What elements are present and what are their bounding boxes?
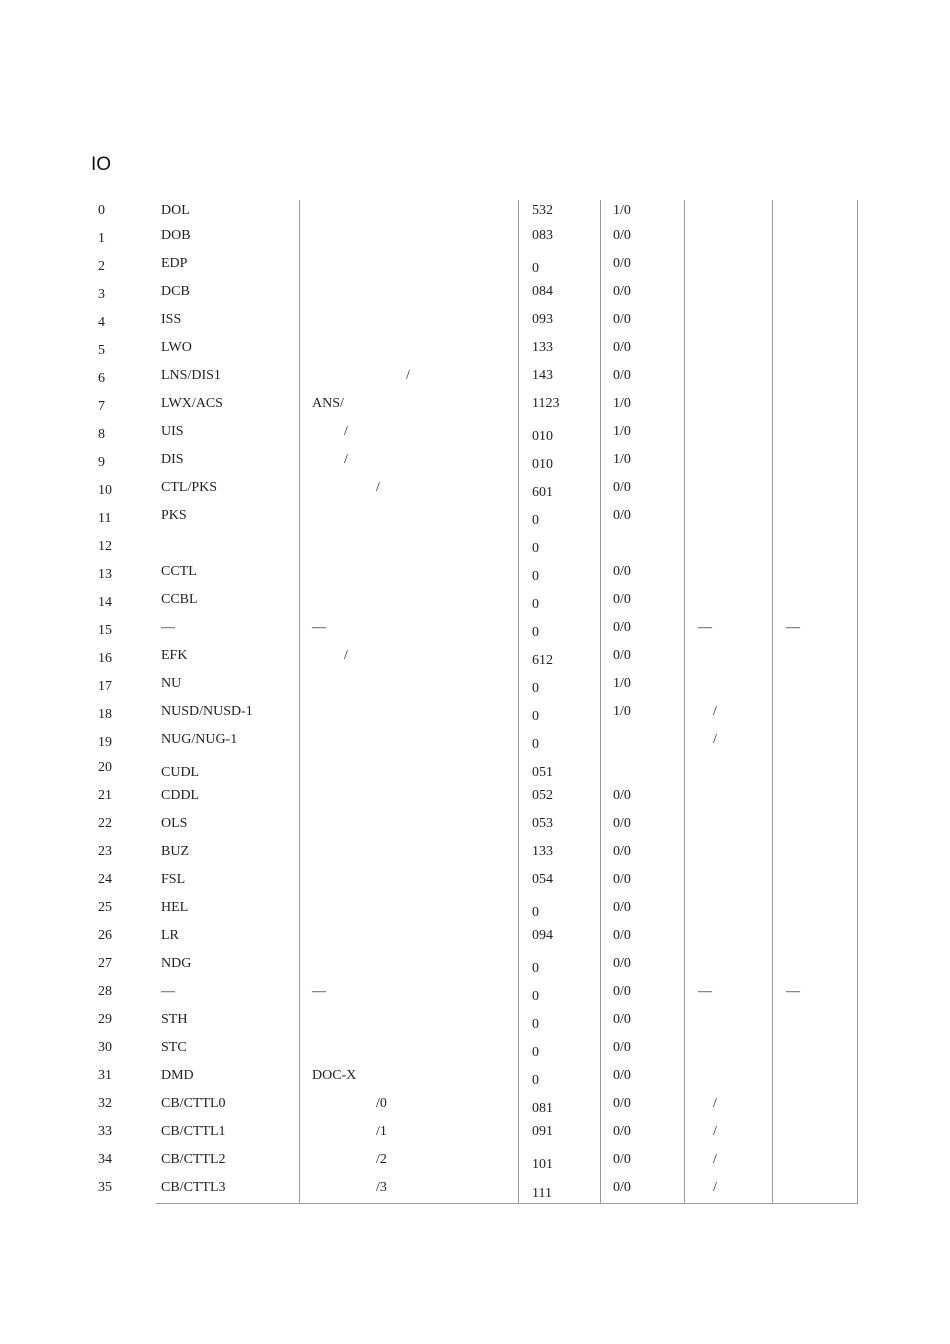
row-number: 16 (98, 651, 112, 666)
address-value: 084 (532, 284, 553, 299)
address-value: 143 (532, 368, 553, 383)
address-value: 1123 (532, 396, 560, 411)
address-value: 0 (532, 597, 539, 612)
signal-name: OLS (161, 816, 188, 831)
signal-name: DOL (161, 203, 190, 218)
signal-name: UIS (161, 424, 184, 439)
row-number: 5 (98, 343, 105, 358)
table-row (0, 367, 950, 395)
signal-description: ANS/ (312, 396, 344, 411)
signal-description: DOC-X (312, 1068, 357, 1083)
table-row (0, 815, 950, 843)
state-value: 1/0 (613, 704, 631, 719)
row-number: 3 (98, 287, 105, 302)
table-row (0, 451, 950, 479)
table-row (0, 1151, 950, 1179)
table-row (0, 1011, 950, 1039)
state-value: 0/0 (613, 368, 631, 383)
state-value: 0/0 (613, 1012, 631, 1027)
table-row (0, 647, 950, 675)
row-number: 33 (98, 1124, 112, 1139)
signal-description: / (344, 648, 348, 663)
table-row (0, 1123, 950, 1151)
address-value: 053 (532, 816, 553, 831)
signal-name: DIS (161, 452, 184, 467)
signal-description: / (376, 480, 380, 495)
table-row (0, 591, 950, 619)
address-value: 054 (532, 872, 553, 887)
address-value: 094 (532, 928, 553, 943)
address-value: 0 (532, 737, 539, 752)
state-value: 1/0 (613, 452, 631, 467)
row-number: 12 (98, 539, 112, 554)
table-row (0, 283, 950, 311)
signal-name: EFK (161, 648, 188, 663)
row-number: 30 (98, 1040, 112, 1055)
signal-name: LR (161, 928, 179, 943)
address-value: 532 (532, 203, 553, 218)
row-number: 1 (98, 231, 105, 246)
row-number: 0 (98, 203, 105, 218)
signal-name: CB/CTTL2 (161, 1152, 226, 1167)
address-value: 093 (532, 312, 553, 327)
address-value: 0 (532, 1045, 539, 1060)
signal-description: /2 (376, 1152, 387, 1167)
signal-name: STH (161, 1012, 188, 1027)
table-row (0, 507, 950, 535)
signal-name: LWX/ACS (161, 396, 223, 411)
row-number: 13 (98, 567, 112, 582)
table-row (0, 731, 950, 759)
address-value: 601 (532, 485, 553, 500)
signal-name: DOB (161, 228, 191, 243)
state-value: 0/0 (613, 312, 631, 327)
state-value: 1/0 (613, 424, 631, 439)
table-row (0, 1095, 950, 1123)
table-row (0, 899, 950, 927)
state-value: 0/0 (613, 816, 631, 831)
state-value: 1/0 (613, 396, 631, 411)
state-value: 0/0 (613, 480, 631, 495)
state-value: 0/0 (613, 284, 631, 299)
state-value: 0/0 (613, 1096, 631, 1111)
signal-name: NU (161, 676, 182, 691)
address-value: 051 (532, 765, 553, 780)
signal-description: / (344, 424, 348, 439)
address-value: 0 (532, 681, 539, 696)
row-number: 24 (98, 872, 112, 887)
signal-name: CTL/PKS (161, 480, 218, 495)
row-number: 9 (98, 455, 105, 470)
signal-name: DMD (161, 1068, 194, 1083)
address-value: 0 (532, 989, 539, 1004)
row-number: 18 (98, 707, 112, 722)
address-value: 101 (532, 1157, 553, 1172)
address-value: 0 (532, 541, 539, 556)
signal-name: PKS (161, 508, 187, 523)
signal-description: /1 (376, 1124, 387, 1139)
address-value: 052 (532, 788, 553, 803)
address-value: 010 (532, 457, 553, 472)
state-value: 0/0 (613, 228, 631, 243)
extra-column-1: / (713, 704, 717, 719)
signal-name: DCB (161, 284, 190, 299)
state-value: 0/0 (613, 1180, 631, 1195)
extra-column-1: / (713, 1124, 717, 1139)
row-number: 8 (98, 427, 105, 442)
address-value: 0 (532, 905, 539, 920)
table-row (0, 202, 950, 230)
signal-description: /3 (376, 1180, 387, 1195)
signal-name: — (161, 620, 175, 635)
table-row (0, 339, 950, 367)
signal-description: — (312, 620, 326, 635)
row-number: 10 (98, 483, 112, 498)
row-number: 19 (98, 735, 112, 750)
row-number: 11 (98, 511, 112, 526)
address-value: 111 (532, 1186, 552, 1201)
address-value: 010 (532, 429, 553, 444)
state-value: 0/0 (613, 1124, 631, 1139)
state-value: 0/0 (613, 620, 631, 635)
state-value: 0/0 (613, 1152, 631, 1167)
signal-name: STC (161, 1040, 187, 1055)
signal-name: CCBL (161, 592, 198, 607)
address-value: 0 (532, 261, 539, 276)
row-number: 35 (98, 1180, 112, 1195)
signal-description: — (312, 984, 326, 999)
signal-name: CDDL (161, 788, 200, 803)
signal-name: LNS/DIS1 (161, 368, 221, 383)
row-number: 15 (98, 623, 112, 638)
address-value: 0 (532, 709, 539, 724)
extra-column-1: / (713, 1180, 717, 1195)
extra-column-1: — (698, 620, 712, 635)
signal-name: HEL (161, 900, 189, 915)
state-value: 0/0 (613, 648, 631, 663)
table-row (0, 703, 950, 731)
extra-column-1: / (713, 1152, 717, 1167)
row-number: 28 (98, 984, 112, 999)
signal-description: / (406, 368, 410, 383)
table-row (0, 983, 950, 1011)
state-value: 0/0 (613, 508, 631, 523)
address-value: 0 (532, 625, 539, 640)
extra-column-2: — (786, 620, 800, 635)
row-number: 26 (98, 928, 112, 943)
state-value: 1/0 (613, 203, 631, 218)
signal-name: CB/CTTL1 (161, 1124, 226, 1139)
state-value: 0/0 (613, 564, 631, 579)
table-row (0, 1039, 950, 1067)
row-number: 2 (98, 259, 105, 274)
signal-name: CUDL (161, 765, 200, 780)
row-number: 22 (98, 816, 112, 831)
address-value: 0 (532, 513, 539, 528)
state-value: 0/0 (613, 340, 631, 355)
table-row (0, 535, 950, 563)
table-row (0, 619, 950, 647)
table-row (0, 479, 950, 507)
table-row (0, 1179, 950, 1207)
page-heading: IO (91, 154, 112, 175)
row-number: 27 (98, 956, 112, 971)
row-number: 25 (98, 900, 112, 915)
extra-column-1: / (713, 1096, 717, 1111)
address-value: 081 (532, 1101, 553, 1116)
row-number: 31 (98, 1068, 112, 1083)
table-row (0, 759, 950, 787)
row-number: 7 (98, 399, 105, 414)
state-value: 0/0 (613, 900, 631, 915)
table-row (0, 787, 950, 815)
table-row (0, 843, 950, 871)
signal-description: /0 (376, 1096, 387, 1111)
extra-column-1: / (713, 732, 717, 747)
signal-name: BUZ (161, 844, 189, 859)
table-row (0, 675, 950, 703)
signal-name: FSL (161, 872, 186, 887)
row-number: 21 (98, 788, 112, 803)
signal-description: / (344, 452, 348, 467)
state-value: 0/0 (613, 1040, 631, 1055)
state-value: 1/0 (613, 676, 631, 691)
table-row (0, 871, 950, 899)
table-row (0, 1067, 950, 1095)
address-value: 0 (532, 1073, 539, 1088)
signal-name: LWO (161, 340, 192, 355)
row-number: 23 (98, 844, 112, 859)
table-row (0, 563, 950, 591)
table-row (0, 255, 950, 283)
signal-name: — (161, 984, 175, 999)
extra-column-1: — (698, 984, 712, 999)
address-value: 091 (532, 1124, 553, 1139)
address-value: 0 (532, 1017, 539, 1032)
row-number: 32 (98, 1096, 112, 1111)
address-value: 0 (532, 569, 539, 584)
table-row (0, 395, 950, 423)
signal-name: EDP (161, 256, 188, 271)
row-number: 14 (98, 595, 112, 610)
row-number: 17 (98, 679, 112, 694)
address-value: 133 (532, 844, 553, 859)
address-value: 133 (532, 340, 553, 355)
state-value: 0/0 (613, 928, 631, 943)
state-value: 0/0 (613, 788, 631, 803)
row-number: 4 (98, 315, 105, 330)
io-table (0, 200, 950, 1206)
signal-name: NUG/NUG-1 (161, 732, 238, 747)
table-row (0, 311, 950, 339)
signal-name: CB/CTTL0 (161, 1096, 226, 1111)
signal-name: NDG (161, 956, 192, 971)
row-number: 34 (98, 1152, 112, 1167)
signal-name: CCTL (161, 564, 197, 579)
extra-column-2: — (786, 984, 800, 999)
signal-name: CB/CTTL3 (161, 1180, 226, 1195)
address-value: 0 (532, 961, 539, 976)
address-value: 612 (532, 653, 553, 668)
state-value: 0/0 (613, 956, 631, 971)
signal-name: ISS (161, 312, 182, 327)
state-value: 0/0 (613, 984, 631, 999)
row-number: 29 (98, 1012, 112, 1027)
table-row (0, 927, 950, 955)
table-row (0, 955, 950, 983)
address-value: 083 (532, 228, 553, 243)
state-value: 0/0 (613, 844, 631, 859)
row-number: 6 (98, 371, 105, 386)
row-number: 20 (98, 760, 112, 775)
table-row (0, 227, 950, 255)
state-value: 0/0 (613, 592, 631, 607)
state-value: 0/0 (613, 872, 631, 887)
state-value: 0/0 (613, 256, 631, 271)
signal-name: NUSD/NUSD-1 (161, 704, 253, 719)
state-value: 0/0 (613, 1068, 631, 1083)
table-row (0, 423, 950, 451)
